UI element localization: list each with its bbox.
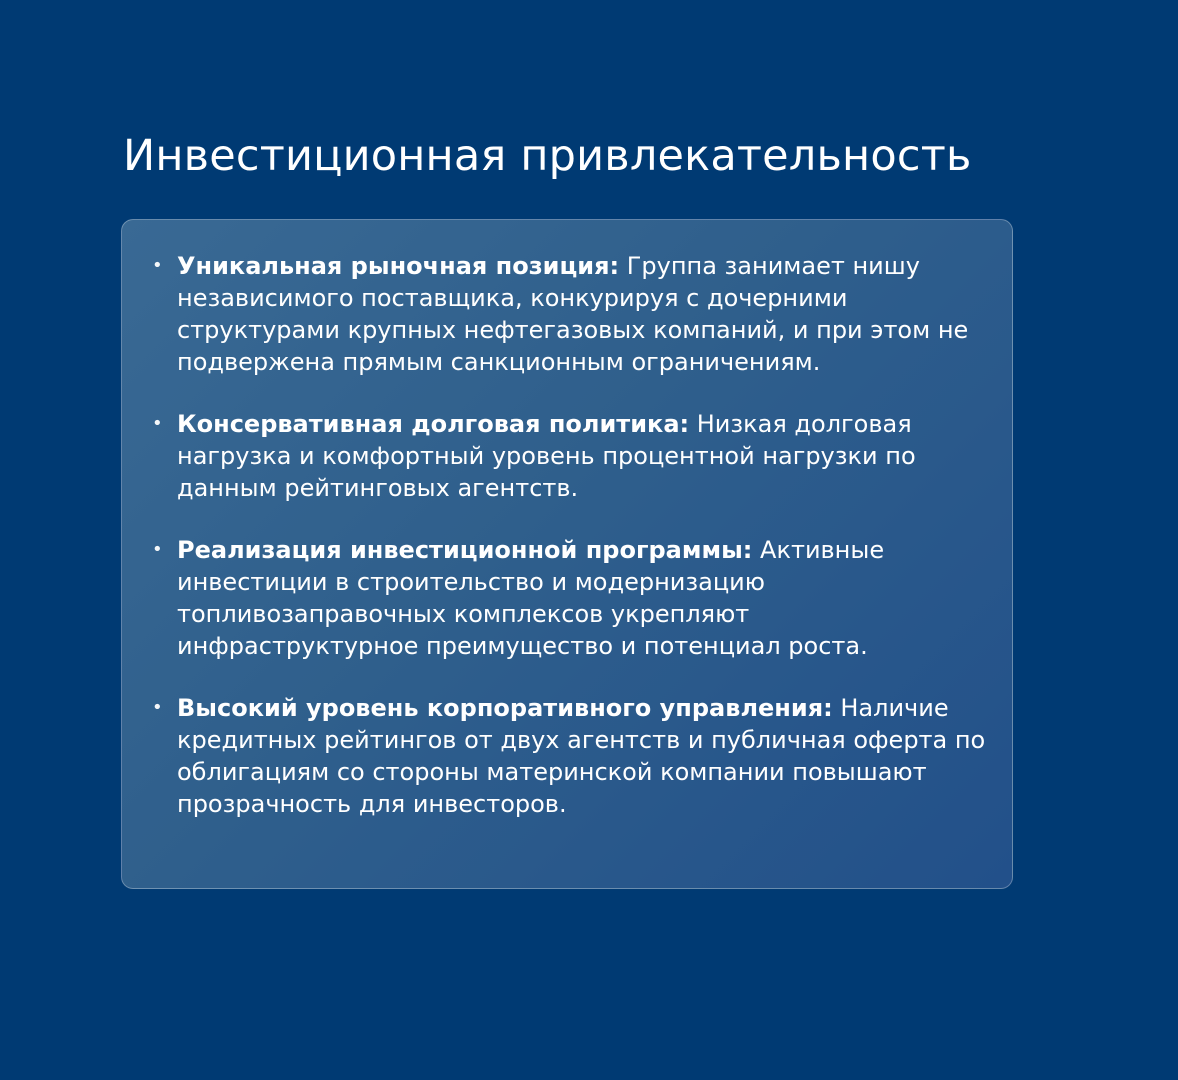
bullet-icon: •	[152, 413, 163, 434]
list-item-text	[177, 250, 992, 378]
list-item	[152, 692, 992, 820]
list-item-text	[177, 534, 992, 662]
bullet-icon: •	[152, 697, 163, 718]
list-item	[152, 534, 992, 662]
list-item	[152, 250, 992, 378]
list-item-heading: Уникальная рыночная позиция:	[177, 252, 620, 280]
bullet-icon: •	[152, 539, 163, 560]
list-item-text	[177, 408, 992, 504]
highlights-list	[152, 250, 992, 850]
bullet-icon: •	[152, 255, 163, 276]
list-item-heading: Высокий уровень корпоративного управления:	[177, 694, 833, 722]
list-item-text	[177, 692, 992, 820]
list-item	[152, 408, 992, 504]
investment-highlights-card	[121, 219, 1013, 889]
list-item-body: Низкая долговая нагрузка и комфортный уровень процентной нагрузки по данным рейтинговых агентств.	[177, 410, 916, 502]
list-item-heading: Реализация инвестиционной программы:	[177, 536, 753, 564]
list-item-heading: Консервативная долговая политика:	[177, 410, 690, 438]
list-item-body: Группа занимает нишу независимого поставщика, конкурируя с дочерними структурами крупных нефтегазовых компаний, и при этом не подвержена прямым санкционным ограничениям.	[177, 252, 969, 376]
list-item-body: Активные инвестиции в строительство и модернизацию топливозаправочных комплексов укрепляют инфраструктурное преимущество и потенциал роста.	[177, 536, 885, 660]
list-item-body: Наличие кредитных рейтингов от двух агентств и публичная оферта по облигациям со стороны материнской компании повышают прозрачность для инвесторов.	[177, 694, 986, 818]
page-title: Инвестиционная привлекательность	[123, 131, 972, 181]
